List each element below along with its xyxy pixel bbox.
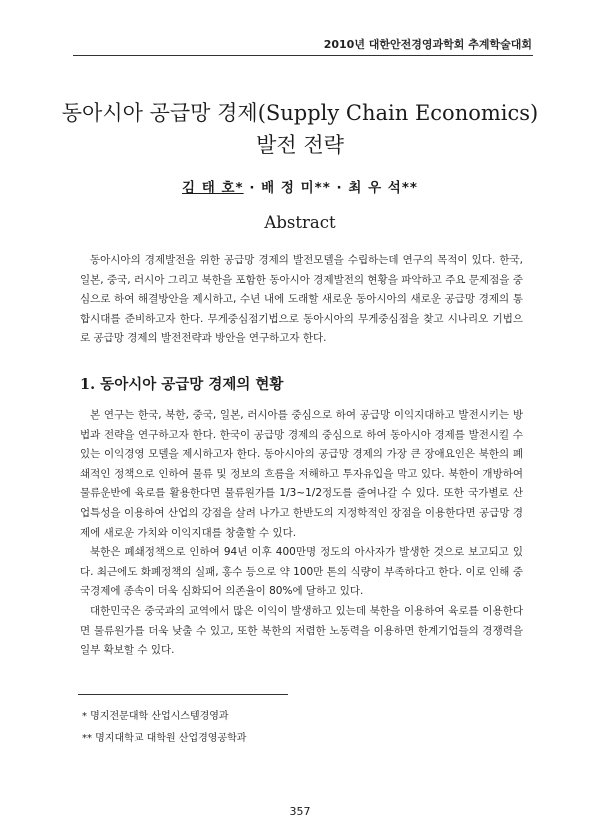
paper-title-line2: 발전 전략 <box>256 133 344 157</box>
footnote-2: ** 명지대학교 대학원 산업경영공학과 <box>82 733 247 744</box>
first-author: 김 태 호* <box>182 180 244 196</box>
abstract-paragraph: 동아시아의 경제발전을 위한 공급망 경제의 발전모델을 수립하는데 연구의 목적이 있다. 한국, 일본, 중국, 러시아 그리고 북한을 포함한 동아시아 경제발전의 현황을 파악하고 주요 문제점을 중심으로 하여 해결방안을 제시하고, 수년 내에 도래할 새로운 동아시아의 새로운 공급망 경제의 통합시대를 준비하고자 한다. 무게중심점기법으로 동아시아의 무게중심점을 찾고 시나리오 기법으로 공급망 경제의 발전전략과 방안을 연구하고자 한다. <box>80 254 523 345</box>
footnote-rule <box>78 694 288 695</box>
body-paragraph: 대한민국은 중국과의 교역에서 많은 이익이 발생하고 있는데 북한을 이용하여 육로를 이용한다면 물류원가를 더욱 낮출 수 있고, 또한 북한의 저렴한 노동력을 이용하면 한계기업들의 경쟁력을 일부 확보할 수 있다. <box>80 604 523 657</box>
running-header: 2010년 대한안전경영과학회 추계학술대회 <box>323 38 532 51</box>
body-paragraph: 북한은 폐쇄정책으로 인하여 94년 이후 400만명 정도의 아사자가 발생한 것으로 보고되고 있다. 최근에도 화폐정책의 실패, 홍수 등으로 약 100만 톤의 식량이 부족하다고 한다. 이로 인해 중국경제에 종속이 더욱 심화되어 의존율이 80%에 달하고 있다. <box>80 546 523 598</box>
author-list <box>0 176 600 196</box>
section-body <box>80 406 523 661</box>
body-paragraph: 본 연구는 한국, 북한, 중국, 일본, 러시아를 중심으로 하여 공급망 이익지대하고 발전시키는 방법과 전략을 연구하고자 한다. 한국이 공급망 경제의 중심으로 하여 동아시아 경제를 발전시킬 수 있는 이익경영 모델을 제시하고자 한다. 동아시아의 공급망 경제의 가장 큰 장애요인은 북한의 폐쇄적인 정책으로 인하여 물류 및 정보의 흐름을 저해하고 투자유입을 막고 있다. 북한이 개방하여 물류운반에 육로를 활용한다면 물류원가를 1/3~1/2정도를 줄여나갈 수 있다. 또한 국가별로 산업특성을 이용하여 산업의 강점을 살려 나가고 한반도의 지정학적인 장점을 이용한다면 공급망 경제에 새로운 가치와 이익지대를 창출할 수 있다. <box>80 409 523 539</box>
section-heading: 1. 동아시아 공급망 경제의 현황 <box>80 376 284 393</box>
abstract-text <box>80 251 523 349</box>
abstract-heading: Abstract <box>264 213 336 232</box>
footnote-1: * 명지전문대학 산업시스템경영과 <box>82 711 229 722</box>
header-rule <box>73 55 533 56</box>
other-authors: · 배 정 미** · 최 우 석** <box>243 180 418 196</box>
paper-title-line1: 동아시아 공급망 경제(Supply Chain Economics) <box>61 101 539 125</box>
page-number: 357 <box>289 805 311 818</box>
